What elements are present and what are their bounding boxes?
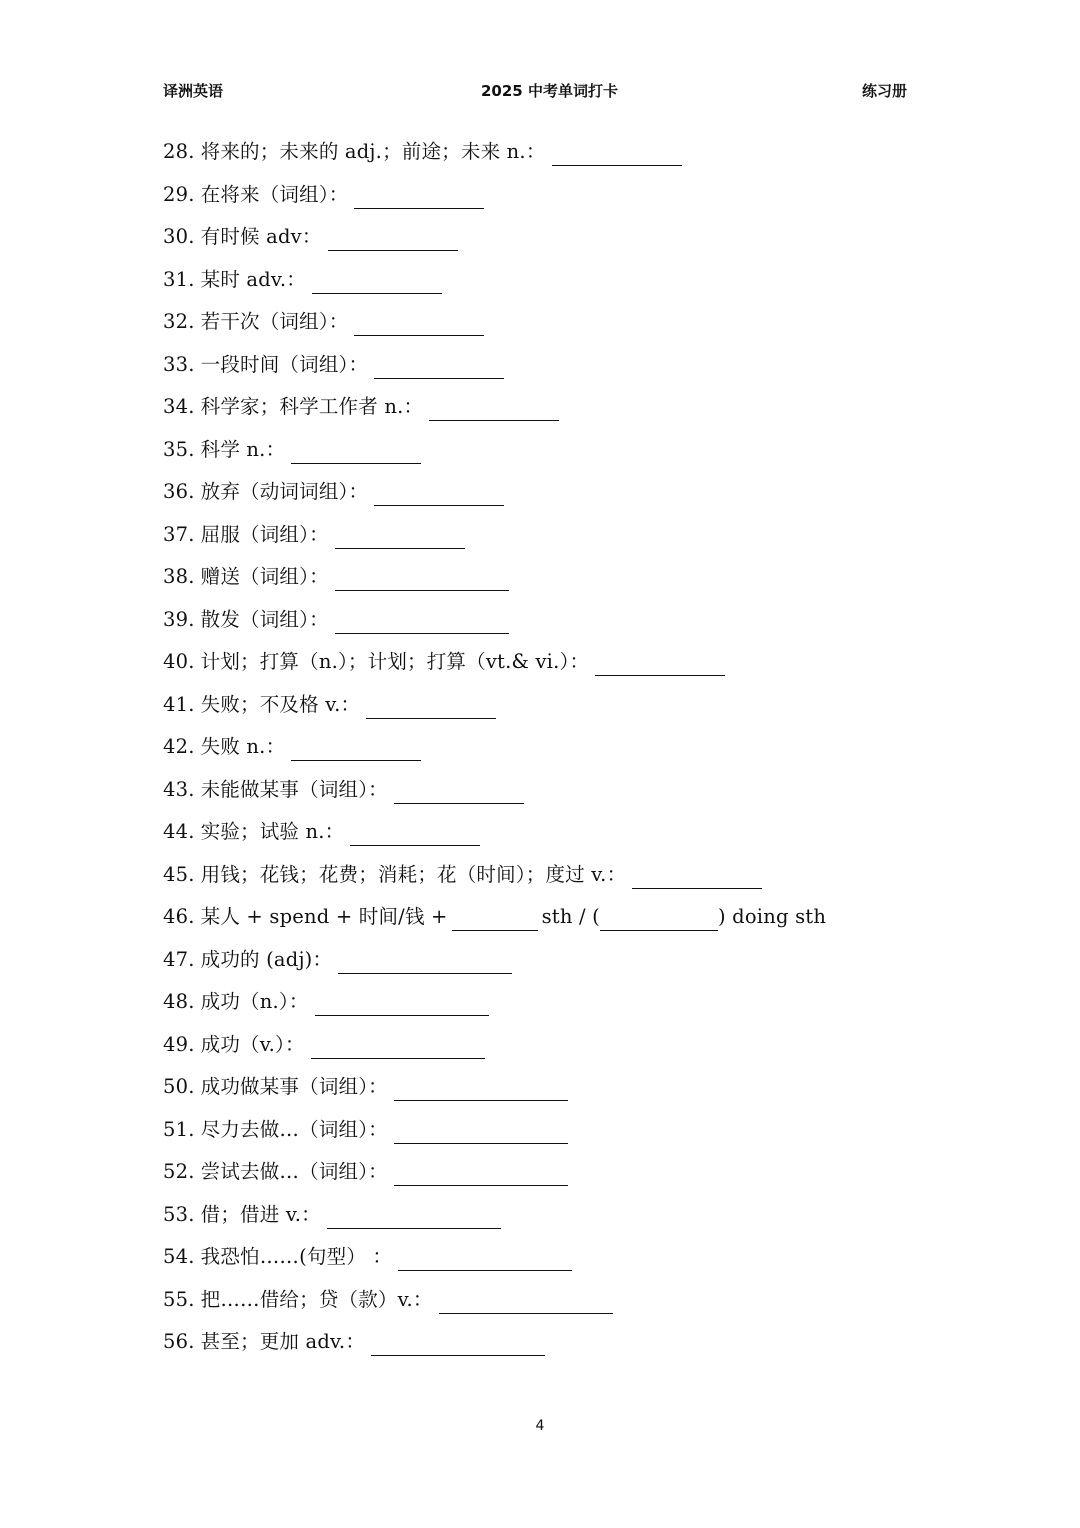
item-number: 48.	[163, 990, 195, 1013]
item-number: 52.	[163, 1160, 195, 1183]
item-number: 36.	[163, 480, 195, 503]
answer-blank[interactable]	[338, 953, 512, 974]
item-prompt: 散发（词组）：	[200, 607, 329, 631]
exercise-item-49	[163, 1024, 923, 1067]
item-number: 54.	[163, 1245, 195, 1268]
exercise-item-42	[163, 726, 923, 769]
item-number: 51.	[163, 1117, 195, 1141]
answer-blank[interactable]	[291, 443, 421, 464]
answer-blank[interactable]	[374, 358, 504, 379]
item-prompt: 放弃（动词词组）：	[200, 480, 369, 503]
item-number: 39.	[163, 607, 195, 631]
exercise-item-35	[163, 429, 923, 472]
item-prompt: 在将来（词组）：	[200, 182, 349, 206]
item-number: 45.	[163, 862, 195, 886]
answer-blank[interactable]	[632, 868, 762, 889]
item-number: 28.	[163, 140, 195, 163]
item-number: 34.	[163, 395, 195, 418]
item-prompt: 成功（n.）：	[200, 990, 309, 1013]
answer-blank[interactable]	[350, 825, 480, 846]
vocabulary-exercise-list	[163, 131, 923, 1364]
item-number: 44.	[163, 820, 195, 843]
header-title: 2025 中考单词打卡	[481, 82, 618, 100]
answer-blank[interactable]	[371, 1335, 545, 1356]
answer-blank[interactable]	[354, 315, 484, 336]
exercise-item-45	[163, 854, 923, 897]
item-number: 43.	[163, 777, 195, 801]
exercise-item-43	[163, 769, 923, 812]
item-prompt: 未能做某事（词组）：	[200, 777, 388, 801]
answer-blank[interactable]	[394, 1165, 568, 1186]
exercise-item-50	[163, 1066, 923, 1109]
exercise-item-48	[163, 981, 923, 1024]
answer-blank[interactable]	[335, 528, 465, 549]
header-brand: 译洲英语	[163, 82, 224, 100]
item-number: 41.	[163, 692, 195, 716]
answer-blank[interactable]	[327, 1208, 501, 1229]
item-prompt-middle: sth / (	[541, 905, 600, 928]
item-prompt: 尽力去做…（词组）：	[200, 1117, 388, 1141]
item-number: 49.	[163, 1032, 195, 1056]
answer-blank[interactable]	[595, 655, 725, 676]
answer-blank[interactable]	[394, 1080, 568, 1101]
item-number: 40.	[163, 650, 195, 673]
answer-blank[interactable]	[366, 698, 496, 719]
item-number: 37.	[163, 522, 195, 546]
exercise-item-53	[163, 1194, 923, 1237]
item-prompt: 赠送（词组）：	[200, 565, 329, 588]
exercise-item-40	[163, 641, 923, 684]
answer-blank[interactable]	[394, 1123, 568, 1144]
item-prompt: 若干次（词组）：	[200, 310, 349, 333]
answer-blank[interactable]	[552, 145, 682, 166]
item-prompt: 某人 + spend + 时间/钱 +	[200, 905, 448, 928]
page-number: 4	[535, 1418, 545, 1434]
answer-blank[interactable]	[439, 1293, 613, 1314]
answer-blank-time-money[interactable]	[452, 910, 538, 931]
item-number: 56.	[163, 1330, 195, 1353]
item-prompt: 尝试去做…（词组）：	[200, 1160, 388, 1183]
answer-blank[interactable]	[312, 273, 442, 294]
exercise-item-36	[163, 471, 923, 514]
item-prompt: 屈服（词组）：	[200, 522, 329, 546]
exercise-item-55	[163, 1279, 923, 1322]
exercise-item-38	[163, 556, 923, 599]
exercise-item-56	[163, 1321, 923, 1364]
item-number: 31.	[163, 267, 195, 291]
item-number: 35.	[163, 437, 195, 461]
item-prompt: 有时候 adv：	[200, 225, 322, 248]
item-prompt: 甚至；更加 adv.：	[200, 1330, 366, 1353]
item-prompt: 成功（v.）：	[200, 1032, 305, 1056]
item-prompt: 我恐怕……(句型） ：	[200, 1245, 393, 1268]
exercise-item-37	[163, 514, 923, 557]
answer-blank[interactable]	[291, 740, 421, 761]
exercise-item-29	[163, 174, 923, 217]
item-prompt: 用钱；花钱；花费；消耗；花（时间）；度过 v.：	[200, 862, 627, 886]
item-prompt: 借；借进 v.：	[200, 1202, 321, 1226]
item-prompt: 计划；打算（n.）；计划；打算（vt.& vi.）：	[200, 650, 590, 673]
exercise-item-51	[163, 1109, 923, 1152]
exercise-item-34	[163, 386, 923, 429]
exercise-item-54	[163, 1236, 923, 1279]
answer-blank[interactable]	[398, 1250, 572, 1271]
exercise-item-31	[163, 259, 923, 302]
exercise-item-33	[163, 344, 923, 387]
item-number: 46.	[163, 905, 195, 928]
item-prompt: 将来的；未来的 adj.；前途；未来 n.：	[200, 140, 546, 163]
exercise-item-46	[163, 896, 923, 939]
item-number: 29.	[163, 182, 195, 206]
exercise-item-32	[163, 301, 923, 344]
header-book-type: 练习册	[861, 82, 907, 100]
item-prompt: 成功做某事（词组）：	[200, 1075, 388, 1098]
item-prompt: 一段时间（词组）：	[200, 352, 369, 376]
exercise-item-28	[163, 131, 923, 174]
exercise-item-52	[163, 1151, 923, 1194]
exercise-item-44	[163, 811, 923, 854]
item-prompt: 实验；试验 n.：	[200, 820, 345, 843]
item-prompt: 成功的 (adj)：	[200, 947, 333, 971]
answer-blank[interactable]	[328, 230, 458, 251]
item-number: 32.	[163, 310, 195, 333]
answer-blank[interactable]	[315, 995, 489, 1016]
exercise-item-39	[163, 599, 923, 642]
item-prompt: 科学家；科学工作者 n.：	[200, 395, 424, 418]
answer-blank[interactable]	[354, 188, 484, 209]
item-number: 38.	[163, 565, 195, 588]
item-number: 30.	[163, 225, 195, 248]
item-prompt-tail: ) doing sth	[717, 905, 827, 928]
answer-blank[interactable]	[394, 783, 524, 804]
exercise-item-41	[163, 684, 923, 727]
item-number: 55.	[163, 1287, 195, 1311]
item-number: 33.	[163, 352, 195, 376]
item-number: 50.	[163, 1075, 195, 1098]
answer-blank[interactable]	[335, 613, 509, 634]
item-number: 42.	[163, 735, 195, 758]
item-prompt: 某时 adv.：	[200, 267, 306, 291]
item-prompt: 失败 n.：	[200, 735, 286, 758]
page-header	[163, 78, 907, 102]
answer-blank-preposition[interactable]	[600, 910, 718, 931]
item-prompt: 科学 n.：	[200, 437, 286, 461]
answer-blank[interactable]	[374, 485, 504, 506]
item-number: 47.	[163, 947, 195, 971]
item-number: 53.	[163, 1202, 195, 1226]
item-prompt: 失败；不及格 v.：	[200, 692, 361, 716]
answer-blank[interactable]	[311, 1038, 485, 1059]
item-prompt: 把……借给；贷（款）v.：	[200, 1287, 433, 1311]
exercise-item-30	[163, 216, 923, 259]
answer-blank[interactable]	[429, 400, 559, 421]
exercise-item-47	[163, 939, 923, 982]
answer-blank[interactable]	[335, 570, 509, 591]
